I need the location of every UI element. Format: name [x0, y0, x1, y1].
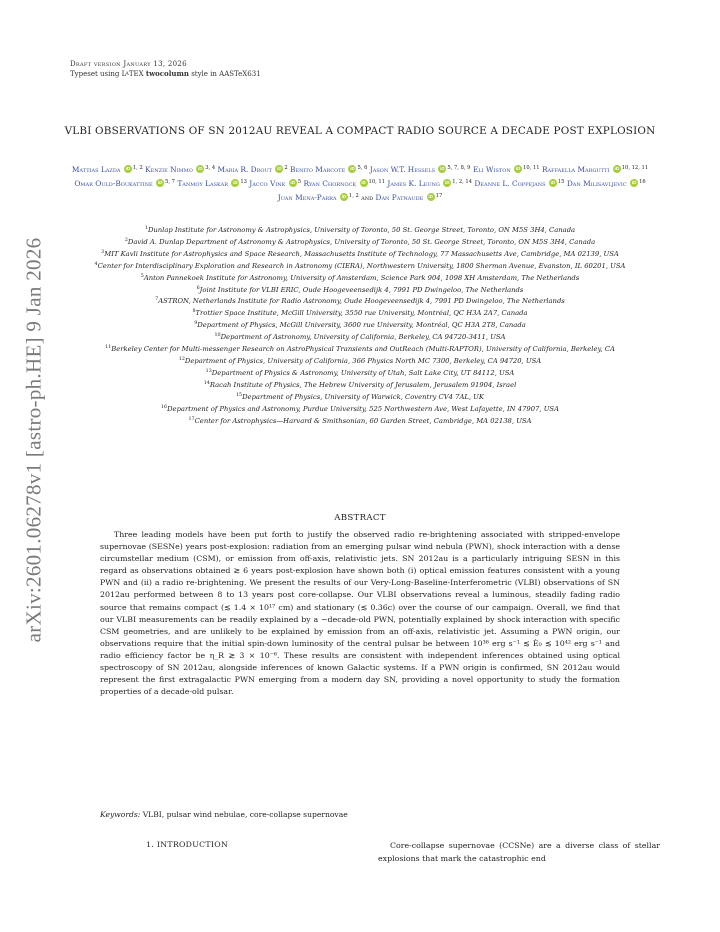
draft-version-line: Draft version January 13, 2026	[70, 60, 187, 68]
author[interactable]	[474, 179, 564, 188]
author-name[interactable]: Deanne L. Coppejans	[474, 179, 546, 189]
affiliation-number: 7	[155, 297, 159, 303]
affiliation-marker: 5	[297, 179, 302, 186]
affiliation	[50, 236, 670, 248]
author-name[interactable]: Kenzie Nimmo	[145, 165, 193, 174]
affiliation-number: 6	[196, 285, 200, 291]
affiliation	[50, 295, 670, 307]
affiliation-number: 10	[214, 333, 221, 339]
author[interactable]	[376, 193, 443, 202]
author[interactable]	[218, 165, 288, 174]
affiliation-number: 9	[194, 321, 198, 327]
affiliation-marker: 5, 7	[165, 179, 175, 186]
author-name[interactable]: Jason W.T. Hessels	[369, 165, 436, 174]
affiliation	[50, 224, 670, 236]
affiliation-number: 11	[105, 345, 112, 351]
orcid-icon[interactable]	[156, 179, 164, 187]
affiliation	[50, 284, 670, 296]
typeset-line: Typeset using $L^ATEX$ twocolumn style in AASTeX631	[70, 69, 261, 78]
affiliation-text: Department of Physics, McGill University, 3600 rue University, Montréal, QC H3A 2T8, Canada	[197, 321, 526, 330]
author[interactable]	[177, 179, 247, 188]
affiliation-number: 14	[203, 380, 210, 386]
affiliation	[50, 343, 670, 355]
orcid-icon[interactable]	[427, 193, 435, 201]
affiliation	[50, 355, 670, 367]
affiliation-marker: 3, 4	[205, 165, 216, 171]
affiliation-number: 13	[205, 368, 212, 374]
author-name[interactable]: Maria R. Drout	[217, 165, 273, 174]
affiliation	[50, 248, 670, 260]
affiliation-number: 2	[124, 237, 128, 243]
affiliation	[50, 331, 670, 343]
section-heading-introduction: 1. INTRODUCTION	[146, 840, 229, 849]
orcid-icon[interactable]	[438, 165, 446, 173]
affiliation-text: Department of Physics, University of California, 366 Physics North MC 7300, Berkeley, CA 94720, USA	[184, 356, 542, 365]
keywords	[100, 810, 348, 819]
keywords-label: Keywords:	[100, 810, 141, 819]
affiliation-number: 4	[94, 261, 98, 267]
affiliation-marker: 1, 2, 14	[452, 179, 473, 186]
affiliation-marker: 1, 2	[132, 165, 143, 171]
author[interactable]	[370, 165, 471, 174]
arxiv-stamp	[14, 190, 54, 690]
affiliation-marker: 15	[557, 179, 565, 186]
affiliation-marker: 10, 11	[368, 179, 386, 186]
orcid-icon[interactable]	[443, 179, 451, 187]
affiliation	[50, 403, 670, 415]
author[interactable]	[303, 179, 385, 188]
affiliation-text: Berkeley Center for Multi-messenger Research on AstroPhysical Transients and OutReach (Multi-RAPTOR), University of California, Berkeley, CA	[111, 345, 615, 354]
affiliation-marker: 1, 2	[348, 193, 359, 200]
orcid-icon[interactable]	[549, 179, 557, 187]
affiliation-number: 15	[235, 392, 243, 398]
author-name[interactable]: Juan Mena-Parra	[277, 193, 337, 203]
affiliation-number: 5	[140, 273, 144, 279]
author[interactable]	[473, 165, 540, 174]
affiliation	[50, 272, 670, 284]
affiliation-marker: 10, 12, 11	[621, 165, 649, 171]
keywords-list: VLBI, pulsar wind nebulae, core-collapse supernovae	[140, 810, 348, 819]
affiliation	[50, 379, 670, 391]
author-name[interactable]: Jacco Vink	[249, 179, 286, 189]
author-name[interactable]: Omar Ould-Boukattine	[74, 179, 153, 189]
abstract-text: Three leading models have been put forth to justify the observed radio re-brightening associated with stripped-envelope supernovae (SESNe) years post-explosion: radiation from an emerging pulsar wind nebula (PWN), shock interaction with a dense circumstellar medium (CSM), or emission from off-axis, relativistic jets. SN 2012au is a particularly intriguing SESN in this regard as observations obtained ≳ 6 years post-explosion have shown both (i) optical emission features consistent with a young PWN and (ii) a radio re-brightening. We present the results of our Very-Long-Baseline-Interferometric (VLBI) observations of SN 2012au performed between 8 to 13 years post core-collapse. Our VLBI observations reveal a luminous, steadily fading radio source that remains compact (≲ 1.4 × 10¹⁷ cm) and stationary (≲ 0.36c) over the course of our campaign. Overall, we find that our VLBI measurements can be readily explained by a ∼decade-old PWN, potentially explained by shock interaction with specific CSM geometries, and are unlikely to be explained by emission from an off-axis, relativistic jet. Assuming a PWN origin, our observations require that the initial spin-down luminosity of the central pulsar be between 10³⁶ erg s⁻¹ ≲ Ė₀ ≲ 10⁴² erg s⁻¹ and radio efficiency factor be η_R ≳ 3 × 10⁻⁶. These results are consistent with independent inferences obtained using optical spectroscopy of SN 2012au, alongside inferences of known Galactic systems. If a PWN origin is confirmed, SN 2012au would represent the first extragalactic PWN emerging from a modern day SN, providing a novel opportunity to study the formation properties of a decade-old pulsar.	[100, 530, 620, 697]
affiliation-text: ASTRON, Netherlands Institute for Radio Astronomy, Oude Hoogeveensedijk 4, 7991 PD Dwingeloo, The Netherlands	[158, 297, 565, 306]
author[interactable]	[567, 179, 646, 188]
author[interactable]	[74, 179, 175, 188]
affiliation-text: Anton Pannekoek Institute for Astronomy, University of Amsterdam, Science Park 904, 1098 XH Amsterdam, The Netherlands	[143, 273, 580, 282]
orcid-icon[interactable]	[275, 165, 283, 173]
author[interactable]	[72, 165, 143, 174]
affiliation-marker: 5, 6	[357, 165, 368, 171]
affiliation	[50, 367, 670, 379]
orcid-icon[interactable]	[289, 179, 297, 187]
introduction-text: Core-collapse supernovae (CCSNe) are a diverse class of stellar explosions that mark the catastrophic end	[378, 841, 660, 863]
orcid-icon[interactable]	[514, 165, 522, 173]
orcid-icon[interactable]	[360, 179, 368, 187]
author-name[interactable]: Dan Patnaude	[375, 193, 424, 203]
affiliation-marker: 2	[284, 165, 288, 171]
author-name[interactable]: Mattias Lazda	[71, 165, 121, 174]
author-name[interactable]: Tanmoy Laskar	[177, 179, 228, 189]
affiliation-text: Trottier Space Institute, McGill University, 3550 rue University, Montréal, QC H3A 2A7, Canada	[195, 309, 528, 318]
orcid-icon[interactable]	[630, 179, 638, 187]
author[interactable]	[542, 165, 648, 174]
orcid-icon[interactable]	[613, 165, 621, 173]
affiliation	[50, 307, 670, 319]
affiliation-marker: 5, 7, 8, 9	[447, 165, 471, 171]
abstract-heading: ABSTRACT	[334, 513, 386, 523]
affiliation-number: 12	[178, 356, 185, 362]
affiliation-number: 17	[188, 416, 195, 422]
author-name[interactable]: Eli Wiston	[472, 165, 511, 174]
affiliation-text: Center for Interdisciplinary Exploration and Research in Astronomy (CIERA), Northwestern University, 1800 Sherman Avenue, Evanston, IL 60201, USA	[97, 261, 626, 270]
affiliation-marker: 17	[435, 193, 443, 200]
paper-title: VLBI OBSERVATIONS OF SN 2012AU REVEAL A COMPACT RADIO SOURCE A DECADE POST EXPLOSION	[64, 125, 656, 137]
author-name[interactable]: Dan Milisavljevic	[566, 179, 627, 189]
affiliation	[50, 319, 670, 331]
and-word: and	[358, 193, 376, 203]
affiliation-marker: 10, 11	[523, 165, 540, 171]
affiliation-text: Center for Astrophysics—Harvard & Smithsonian, 60 Garden Street, Cambridge, MA 02138, USA	[194, 416, 532, 425]
preprint-header	[70, 59, 261, 79]
affiliation-text: Racah Institute of Physics, The Hebrew University of Jerusalem, Jerusalem 91904, Israel	[209, 380, 517, 389]
affiliation-text: MIT Kavli Institute for Astrophysics and Space Research, Massachusetts Institute of Technology, 77 Massachusetts Ave, Cambridge, MA 02139, USA	[104, 249, 619, 258]
orcid-icon[interactable]	[231, 179, 239, 187]
affiliation	[50, 260, 670, 272]
orcid-icon[interactable]	[196, 165, 204, 173]
affiliation-number: 8	[192, 309, 196, 315]
author[interactable]	[290, 165, 367, 174]
affiliation	[50, 415, 670, 427]
affiliation-number: 16	[161, 404, 168, 410]
affiliation-text: Department of Physics & Astronomy, University of Utah, Salt Lake City, UT 84112, USA	[211, 368, 515, 377]
author-name[interactable]: Benito Marcote	[290, 165, 346, 174]
author[interactable]	[249, 179, 301, 188]
author[interactable]	[145, 165, 215, 174]
arxiv-stamp-text: arXiv:2601.06278v1 [astro-ph.HE] 9 Jan 2026	[21, 237, 46, 643]
orcid-icon[interactable]	[340, 193, 348, 201]
affiliation-text: Department of Physics and Astronomy, Purdue University, 525 Northwestern Ave, West Lafayette, IN 47907, USA	[167, 404, 559, 413]
orcid-icon[interactable]	[348, 165, 356, 173]
affiliation-text: Dunlap Institute for Astronomy & Astrophysics, University of Toronto, 50 St. George Street, Toronto, ON M5S 3H4, Canada	[147, 226, 576, 234]
author[interactable]	[278, 193, 359, 202]
affiliation	[50, 391, 670, 403]
author-name[interactable]: James K. Leung	[387, 179, 440, 189]
orcid-icon[interactable]	[124, 165, 132, 173]
affiliation-text: Joint Institute for VLBI ERIC, Oude Hoogeveensedijk 4, 7991 PD Dwingeloo, The Netherlands	[199, 285, 524, 294]
author-name[interactable]: Ryan Chornock	[303, 179, 357, 189]
affiliation-text: Department of Physics, University of Warwick, Coventry CV4 7AL, UK	[242, 392, 484, 401]
affiliation-marker: 13	[240, 179, 247, 186]
affiliation-text: Department of Astronomy, University of California, Berkeley, CA 94720-3411, USA	[220, 333, 506, 342]
affiliation-list	[50, 224, 670, 426]
author-list	[48, 162, 672, 205]
author[interactable]	[387, 179, 472, 188]
affiliation-number: 3	[101, 249, 105, 255]
affiliation-number: 1	[144, 226, 148, 231]
author-name[interactable]: Raffaella Margutti	[541, 165, 610, 174]
affiliation-marker: 16	[639, 179, 646, 186]
affiliation-text: David A. Dunlap Department of Astronomy & Astrophysics, University of Toronto, 50 St. George Street, Toronto, ON M5S 3H4, Canada	[127, 237, 596, 246]
